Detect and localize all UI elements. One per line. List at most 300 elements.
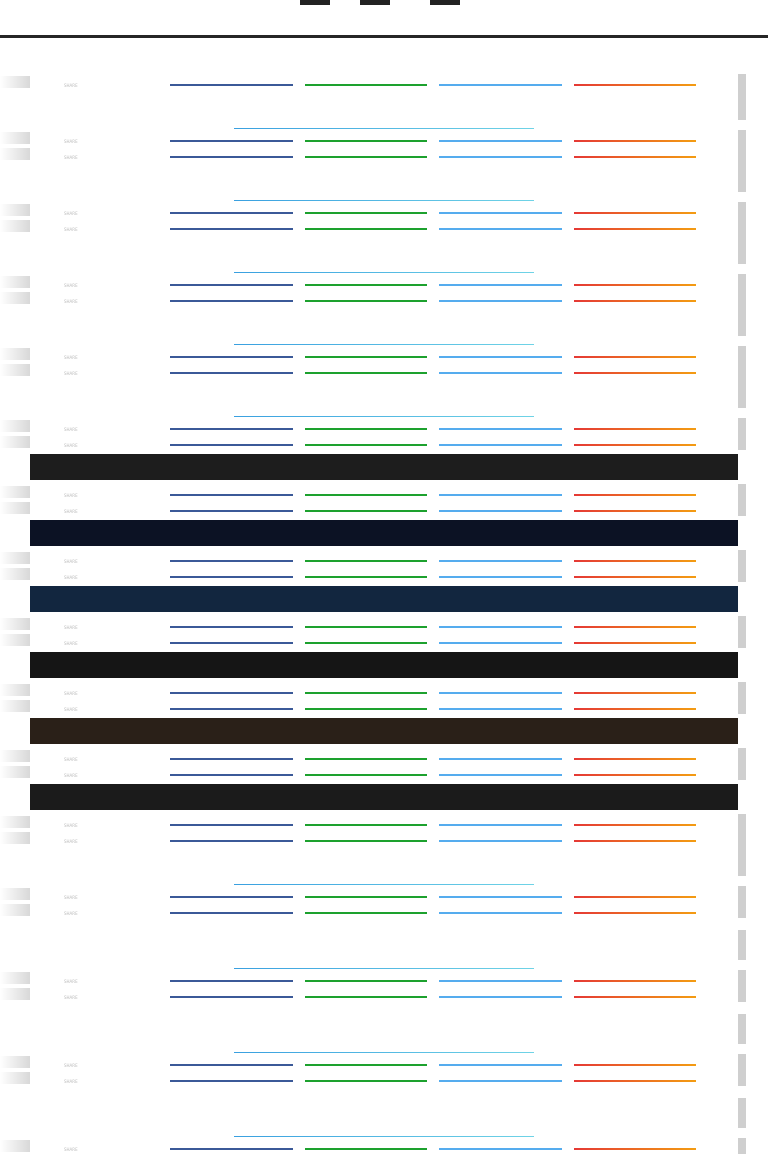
share-label: SHARE bbox=[64, 227, 78, 232]
row-fade-left bbox=[0, 76, 30, 88]
share-buttons bbox=[170, 494, 696, 496]
other-share-button[interactable] bbox=[574, 896, 697, 898]
twitter-share-button[interactable] bbox=[439, 708, 562, 710]
other-share-button[interactable] bbox=[574, 774, 697, 776]
row-fade-left bbox=[0, 204, 30, 216]
section-spacer bbox=[0, 234, 768, 264]
share-label: SHARE bbox=[64, 1063, 78, 1068]
whatsapp-share-button[interactable] bbox=[305, 156, 428, 158]
quote-image-banner[interactable] bbox=[30, 718, 738, 744]
twitter-share-button[interactable] bbox=[439, 560, 562, 562]
share-buttons bbox=[170, 428, 696, 430]
quote-row bbox=[0, 764, 768, 780]
quote-row bbox=[0, 698, 768, 714]
twitter-share-button[interactable] bbox=[439, 1064, 562, 1066]
other-share-button[interactable] bbox=[574, 156, 697, 158]
quote-row bbox=[0, 1070, 768, 1086]
row-edge-right bbox=[738, 418, 746, 434]
whatsapp-share-button[interactable] bbox=[305, 300, 428, 302]
quote-row bbox=[0, 362, 768, 378]
facebook-share-button[interactable] bbox=[170, 444, 293, 446]
row-fade-left bbox=[0, 888, 30, 900]
quote-row bbox=[0, 830, 768, 846]
whatsapp-share-button[interactable] bbox=[305, 212, 428, 214]
quote-row bbox=[0, 418, 768, 434]
quote-row bbox=[0, 814, 768, 830]
quote-row bbox=[0, 130, 768, 146]
whatsapp-share-button[interactable] bbox=[305, 840, 428, 842]
row-edge-right bbox=[738, 886, 746, 902]
facebook-share-button[interactable] bbox=[170, 642, 293, 644]
row-edge-right bbox=[738, 130, 746, 146]
share-buttons bbox=[170, 1064, 696, 1066]
share-buttons bbox=[170, 774, 696, 776]
section-heading bbox=[0, 408, 768, 418]
twitter-share-button[interactable] bbox=[439, 510, 562, 512]
facebook-share-button[interactable] bbox=[170, 84, 293, 86]
header-divider bbox=[0, 35, 768, 38]
other-share-button[interactable] bbox=[574, 1148, 697, 1150]
section-spacer bbox=[0, 930, 768, 960]
facebook-share-button[interactable] bbox=[170, 494, 293, 496]
other-share-button[interactable] bbox=[574, 980, 697, 982]
quote-row bbox=[0, 346, 768, 362]
row-edge-right bbox=[738, 902, 746, 918]
share-buttons bbox=[170, 642, 696, 644]
twitter-share-button[interactable] bbox=[439, 372, 562, 374]
other-share-button[interactable] bbox=[574, 284, 697, 286]
share-label: SHARE bbox=[64, 895, 78, 900]
share-label: SHARE bbox=[64, 355, 78, 360]
share-buttons bbox=[170, 84, 696, 86]
facebook-share-button[interactable] bbox=[170, 372, 293, 374]
quote-image-banner[interactable] bbox=[30, 454, 738, 480]
facebook-share-button[interactable] bbox=[170, 140, 293, 142]
share-buttons bbox=[170, 576, 696, 578]
row-edge-right bbox=[738, 846, 746, 876]
other-share-button[interactable] bbox=[574, 692, 697, 694]
whatsapp-share-button[interactable] bbox=[305, 708, 428, 710]
row-edge-right bbox=[738, 346, 746, 362]
share-label: SHARE bbox=[64, 1147, 78, 1152]
row-fade-left bbox=[0, 618, 30, 630]
share-label: SHARE bbox=[64, 559, 78, 564]
facebook-share-button[interactable] bbox=[170, 1080, 293, 1082]
quote-image-banner[interactable] bbox=[30, 784, 738, 810]
twitter-share-button[interactable] bbox=[439, 428, 562, 430]
share-buttons bbox=[170, 996, 696, 998]
share-label: SHARE bbox=[64, 641, 78, 646]
facebook-share-button[interactable] bbox=[170, 758, 293, 760]
quote-row bbox=[0, 632, 768, 648]
share-buttons bbox=[170, 840, 696, 842]
row-edge-right bbox=[738, 202, 746, 218]
facebook-share-button[interactable] bbox=[170, 824, 293, 826]
share-buttons bbox=[170, 758, 696, 760]
whatsapp-share-button[interactable] bbox=[305, 1148, 428, 1150]
facebook-share-button[interactable] bbox=[170, 560, 293, 562]
share-label: SHARE bbox=[64, 839, 78, 844]
facebook-share-button[interactable] bbox=[170, 284, 293, 286]
row-edge-right bbox=[738, 274, 746, 290]
facebook-share-button[interactable] bbox=[170, 774, 293, 776]
row-edge-right bbox=[738, 162, 746, 192]
section-heading bbox=[0, 960, 768, 970]
other-share-button[interactable] bbox=[574, 642, 697, 644]
whatsapp-share-button[interactable] bbox=[305, 824, 428, 826]
quote-row bbox=[0, 970, 768, 986]
row-fade-left bbox=[0, 816, 30, 828]
row-edge-right bbox=[738, 764, 746, 780]
other-share-button[interactable] bbox=[574, 560, 697, 562]
section-heading bbox=[0, 876, 768, 886]
twitter-share-button[interactable] bbox=[439, 1148, 562, 1150]
facebook-share-button[interactable] bbox=[170, 356, 293, 358]
share-buttons bbox=[170, 284, 696, 286]
whatsapp-share-button[interactable] bbox=[305, 428, 428, 430]
row-edge-right bbox=[738, 484, 746, 500]
other-share-button[interactable] bbox=[574, 824, 697, 826]
facebook-share-button[interactable] bbox=[170, 708, 293, 710]
quote-row bbox=[0, 682, 768, 698]
share-label: SHARE bbox=[64, 427, 78, 432]
twitter-share-button[interactable] bbox=[439, 356, 562, 358]
quote-plain-line bbox=[0, 918, 768, 930]
section-spacer bbox=[0, 378, 768, 408]
row-edge-right bbox=[738, 290, 746, 306]
section-underline bbox=[234, 968, 534, 969]
site-header bbox=[0, 0, 768, 36]
facebook-share-button[interactable] bbox=[170, 212, 293, 214]
twitter-share-button[interactable] bbox=[439, 212, 562, 214]
whatsapp-share-button[interactable] bbox=[305, 494, 428, 496]
whatsapp-share-button[interactable] bbox=[305, 1064, 428, 1066]
quote-row bbox=[0, 616, 768, 632]
whatsapp-share-button[interactable] bbox=[305, 980, 428, 982]
quote-image-banner[interactable] bbox=[30, 586, 738, 612]
quote-row bbox=[0, 886, 768, 902]
whatsapp-share-button[interactable] bbox=[305, 140, 428, 142]
whatsapp-share-button[interactable] bbox=[305, 758, 428, 760]
facebook-share-button[interactable] bbox=[170, 692, 293, 694]
other-share-button[interactable] bbox=[574, 576, 697, 578]
quote-image-banner[interactable] bbox=[30, 520, 738, 546]
whatsapp-share-button[interactable] bbox=[305, 284, 428, 286]
facebook-share-button[interactable] bbox=[170, 840, 293, 842]
whatsapp-share-button[interactable] bbox=[305, 692, 428, 694]
facebook-share-button[interactable] bbox=[170, 156, 293, 158]
section-heading bbox=[0, 1128, 768, 1138]
row-fade-left bbox=[0, 700, 30, 712]
other-share-button[interactable] bbox=[574, 1064, 697, 1066]
section-spacer bbox=[0, 90, 768, 120]
quote-image-banner[interactable] bbox=[30, 652, 738, 678]
row-fade-left bbox=[0, 1072, 30, 1084]
share-label: SHARE bbox=[64, 299, 78, 304]
row-edge-right bbox=[738, 830, 746, 846]
row-fade-left bbox=[0, 634, 30, 646]
site-logo[interactable] bbox=[300, 0, 470, 6]
quote-row bbox=[0, 902, 768, 918]
share-label: SHARE bbox=[64, 823, 78, 828]
section-underline bbox=[234, 272, 534, 273]
quotes-feed bbox=[0, 74, 768, 1152]
section-underline bbox=[234, 1136, 534, 1137]
section-spacer bbox=[0, 306, 768, 336]
row-edge-right bbox=[738, 90, 746, 120]
other-share-button[interactable] bbox=[574, 444, 697, 446]
quote-row bbox=[0, 434, 768, 450]
other-share-button[interactable] bbox=[574, 212, 697, 214]
share-buttons bbox=[170, 140, 696, 142]
row-edge-right bbox=[738, 814, 746, 830]
quote-plain-line bbox=[0, 1086, 768, 1098]
row-edge-right bbox=[738, 930, 746, 960]
facebook-share-button[interactable] bbox=[170, 1148, 293, 1150]
row-fade-left bbox=[0, 486, 30, 498]
share-label: SHARE bbox=[64, 773, 78, 778]
row-edge-right bbox=[738, 74, 746, 90]
row-edge-right bbox=[738, 500, 746, 516]
row-fade-left bbox=[0, 436, 30, 448]
section-heading bbox=[0, 192, 768, 202]
share-buttons bbox=[170, 444, 696, 446]
share-label: SHARE bbox=[64, 911, 78, 916]
other-share-button[interactable] bbox=[574, 494, 697, 496]
row-edge-right bbox=[738, 986, 746, 1002]
twitter-share-button[interactable] bbox=[439, 896, 562, 898]
section-underline bbox=[234, 344, 534, 345]
twitter-share-button[interactable] bbox=[439, 996, 562, 998]
twitter-share-button[interactable] bbox=[439, 642, 562, 644]
facebook-share-button[interactable] bbox=[170, 428, 293, 430]
twitter-share-button[interactable] bbox=[439, 84, 562, 86]
section-underline bbox=[234, 416, 534, 417]
other-share-button[interactable] bbox=[574, 428, 697, 430]
row-fade-left bbox=[0, 832, 30, 844]
share-label: SHARE bbox=[64, 211, 78, 216]
quote-row bbox=[0, 748, 768, 764]
row-fade-left bbox=[0, 276, 30, 288]
share-buttons bbox=[170, 372, 696, 374]
facebook-share-button[interactable] bbox=[170, 576, 293, 578]
share-buttons bbox=[170, 824, 696, 826]
facebook-share-button[interactable] bbox=[170, 510, 293, 512]
share-label: SHARE bbox=[64, 979, 78, 984]
share-label: SHARE bbox=[64, 707, 78, 712]
other-share-button[interactable] bbox=[574, 372, 697, 374]
quote-row bbox=[0, 1054, 768, 1070]
row-edge-right bbox=[738, 434, 746, 450]
twitter-share-button[interactable] bbox=[439, 774, 562, 776]
share-buttons bbox=[170, 300, 696, 302]
twitter-share-button[interactable] bbox=[439, 824, 562, 826]
section-spacer bbox=[0, 846, 768, 876]
share-label: SHARE bbox=[64, 371, 78, 376]
other-share-button[interactable] bbox=[574, 626, 697, 628]
facebook-share-button[interactable] bbox=[170, 1064, 293, 1066]
twitter-share-button[interactable] bbox=[439, 692, 562, 694]
row-edge-right bbox=[738, 970, 746, 986]
whatsapp-share-button[interactable] bbox=[305, 774, 428, 776]
row-fade-left bbox=[0, 502, 30, 514]
twitter-share-button[interactable] bbox=[439, 912, 562, 914]
share-label: SHARE bbox=[64, 283, 78, 288]
section-underline bbox=[234, 1052, 534, 1053]
whatsapp-share-button[interactable] bbox=[305, 356, 428, 358]
whatsapp-share-button[interactable] bbox=[305, 372, 428, 374]
row-fade-left bbox=[0, 1056, 30, 1068]
share-label: SHARE bbox=[64, 691, 78, 696]
twitter-share-button[interactable] bbox=[439, 980, 562, 982]
facebook-share-button[interactable] bbox=[170, 980, 293, 982]
facebook-share-button[interactable] bbox=[170, 626, 293, 628]
share-label: SHARE bbox=[64, 995, 78, 1000]
twitter-share-button[interactable] bbox=[439, 284, 562, 286]
share-buttons bbox=[170, 560, 696, 562]
share-buttons bbox=[170, 212, 696, 214]
row-fade-left bbox=[0, 1140, 30, 1152]
section-underline bbox=[234, 200, 534, 201]
section-heading bbox=[0, 120, 768, 130]
quote-row bbox=[0, 202, 768, 218]
facebook-share-button[interactable] bbox=[170, 996, 293, 998]
facebook-share-button[interactable] bbox=[170, 300, 293, 302]
other-share-button[interactable] bbox=[574, 228, 697, 230]
other-share-button[interactable] bbox=[574, 758, 697, 760]
share-label: SHARE bbox=[64, 155, 78, 160]
quote-row bbox=[0, 74, 768, 90]
section-heading bbox=[0, 1044, 768, 1054]
other-share-button[interactable] bbox=[574, 840, 697, 842]
share-buttons bbox=[170, 692, 696, 694]
row-fade-left bbox=[0, 988, 30, 1000]
section-heading bbox=[0, 336, 768, 346]
quote-row bbox=[0, 484, 768, 500]
facebook-share-button[interactable] bbox=[170, 896, 293, 898]
whatsapp-share-button[interactable] bbox=[305, 444, 428, 446]
quote-row bbox=[0, 290, 768, 306]
quote-row bbox=[0, 566, 768, 582]
row-fade-left bbox=[0, 766, 30, 778]
section-underline bbox=[234, 884, 534, 885]
row-fade-left bbox=[0, 904, 30, 916]
row-edge-right bbox=[738, 550, 746, 566]
row-fade-left bbox=[0, 568, 30, 580]
twitter-share-button[interactable] bbox=[439, 626, 562, 628]
row-edge-right bbox=[738, 682, 746, 698]
intro-paragraph bbox=[30, 42, 736, 74]
quote-row bbox=[0, 274, 768, 290]
twitter-share-button[interactable] bbox=[439, 758, 562, 760]
other-share-button[interactable] bbox=[574, 510, 697, 512]
twitter-share-button[interactable] bbox=[439, 140, 562, 142]
quote-row bbox=[0, 1138, 768, 1154]
row-edge-right bbox=[738, 632, 746, 648]
share-buttons bbox=[170, 896, 696, 898]
other-share-button[interactable] bbox=[574, 708, 697, 710]
share-label: SHARE bbox=[64, 509, 78, 514]
whatsapp-share-button[interactable] bbox=[305, 896, 428, 898]
whatsapp-share-button[interactable] bbox=[305, 510, 428, 512]
other-share-button[interactable] bbox=[574, 140, 697, 142]
whatsapp-share-button[interactable] bbox=[305, 996, 428, 998]
other-share-button[interactable] bbox=[574, 300, 697, 302]
share-buttons bbox=[170, 1080, 696, 1082]
row-fade-left bbox=[0, 292, 30, 304]
row-edge-right bbox=[738, 616, 746, 632]
facebook-share-button[interactable] bbox=[170, 912, 293, 914]
row-edge-right bbox=[738, 1070, 746, 1086]
row-fade-left bbox=[0, 552, 30, 564]
row-edge-right bbox=[738, 1014, 746, 1044]
whatsapp-share-button[interactable] bbox=[305, 576, 428, 578]
other-share-button[interactable] bbox=[574, 356, 697, 358]
twitter-share-button[interactable] bbox=[439, 156, 562, 158]
section-spacer bbox=[0, 1014, 768, 1044]
whatsapp-share-button[interactable] bbox=[305, 560, 428, 562]
section-underline bbox=[234, 128, 534, 129]
other-share-button[interactable] bbox=[574, 84, 697, 86]
twitter-share-button[interactable] bbox=[439, 444, 562, 446]
share-buttons bbox=[170, 510, 696, 512]
other-share-button[interactable] bbox=[574, 1080, 697, 1082]
row-fade-left bbox=[0, 750, 30, 762]
share-label: SHARE bbox=[64, 139, 78, 144]
facebook-share-button[interactable] bbox=[170, 228, 293, 230]
row-edge-right bbox=[738, 748, 746, 764]
row-edge-right bbox=[738, 362, 746, 378]
share-buttons bbox=[170, 1148, 696, 1150]
row-edge-right bbox=[738, 698, 746, 714]
whatsapp-share-button[interactable] bbox=[305, 642, 428, 644]
row-fade-left bbox=[0, 148, 30, 160]
row-fade-left bbox=[0, 348, 30, 360]
share-label: SHARE bbox=[64, 1079, 78, 1084]
row-fade-left bbox=[0, 420, 30, 432]
quote-row bbox=[0, 550, 768, 566]
quote-row bbox=[0, 218, 768, 234]
row-fade-left bbox=[0, 684, 30, 696]
whatsapp-share-button[interactable] bbox=[305, 912, 428, 914]
whatsapp-share-button[interactable] bbox=[305, 1080, 428, 1082]
other-share-button[interactable] bbox=[574, 912, 697, 914]
twitter-share-button[interactable] bbox=[439, 840, 562, 842]
row-fade-left bbox=[0, 220, 30, 232]
row-fade-left bbox=[0, 972, 30, 984]
row-edge-right bbox=[738, 1054, 746, 1070]
row-edge-right bbox=[738, 566, 746, 582]
section-spacer bbox=[0, 1098, 768, 1128]
twitter-share-button[interactable] bbox=[439, 494, 562, 496]
twitter-share-button[interactable] bbox=[439, 300, 562, 302]
whatsapp-share-button[interactable] bbox=[305, 626, 428, 628]
row-fade-left bbox=[0, 364, 30, 376]
whatsapp-share-button[interactable] bbox=[305, 84, 428, 86]
row-fade-left bbox=[0, 132, 30, 144]
whatsapp-share-button[interactable] bbox=[305, 228, 428, 230]
row-edge-right bbox=[738, 218, 746, 234]
row-edge-right bbox=[738, 378, 746, 408]
share-buttons bbox=[170, 912, 696, 914]
twitter-share-button[interactable] bbox=[439, 576, 562, 578]
other-share-button[interactable] bbox=[574, 996, 697, 998]
twitter-share-button[interactable] bbox=[439, 228, 562, 230]
twitter-share-button[interactable] bbox=[439, 1080, 562, 1082]
share-label: SHARE bbox=[64, 625, 78, 630]
share-buttons bbox=[170, 708, 696, 710]
share-label: SHARE bbox=[64, 493, 78, 498]
